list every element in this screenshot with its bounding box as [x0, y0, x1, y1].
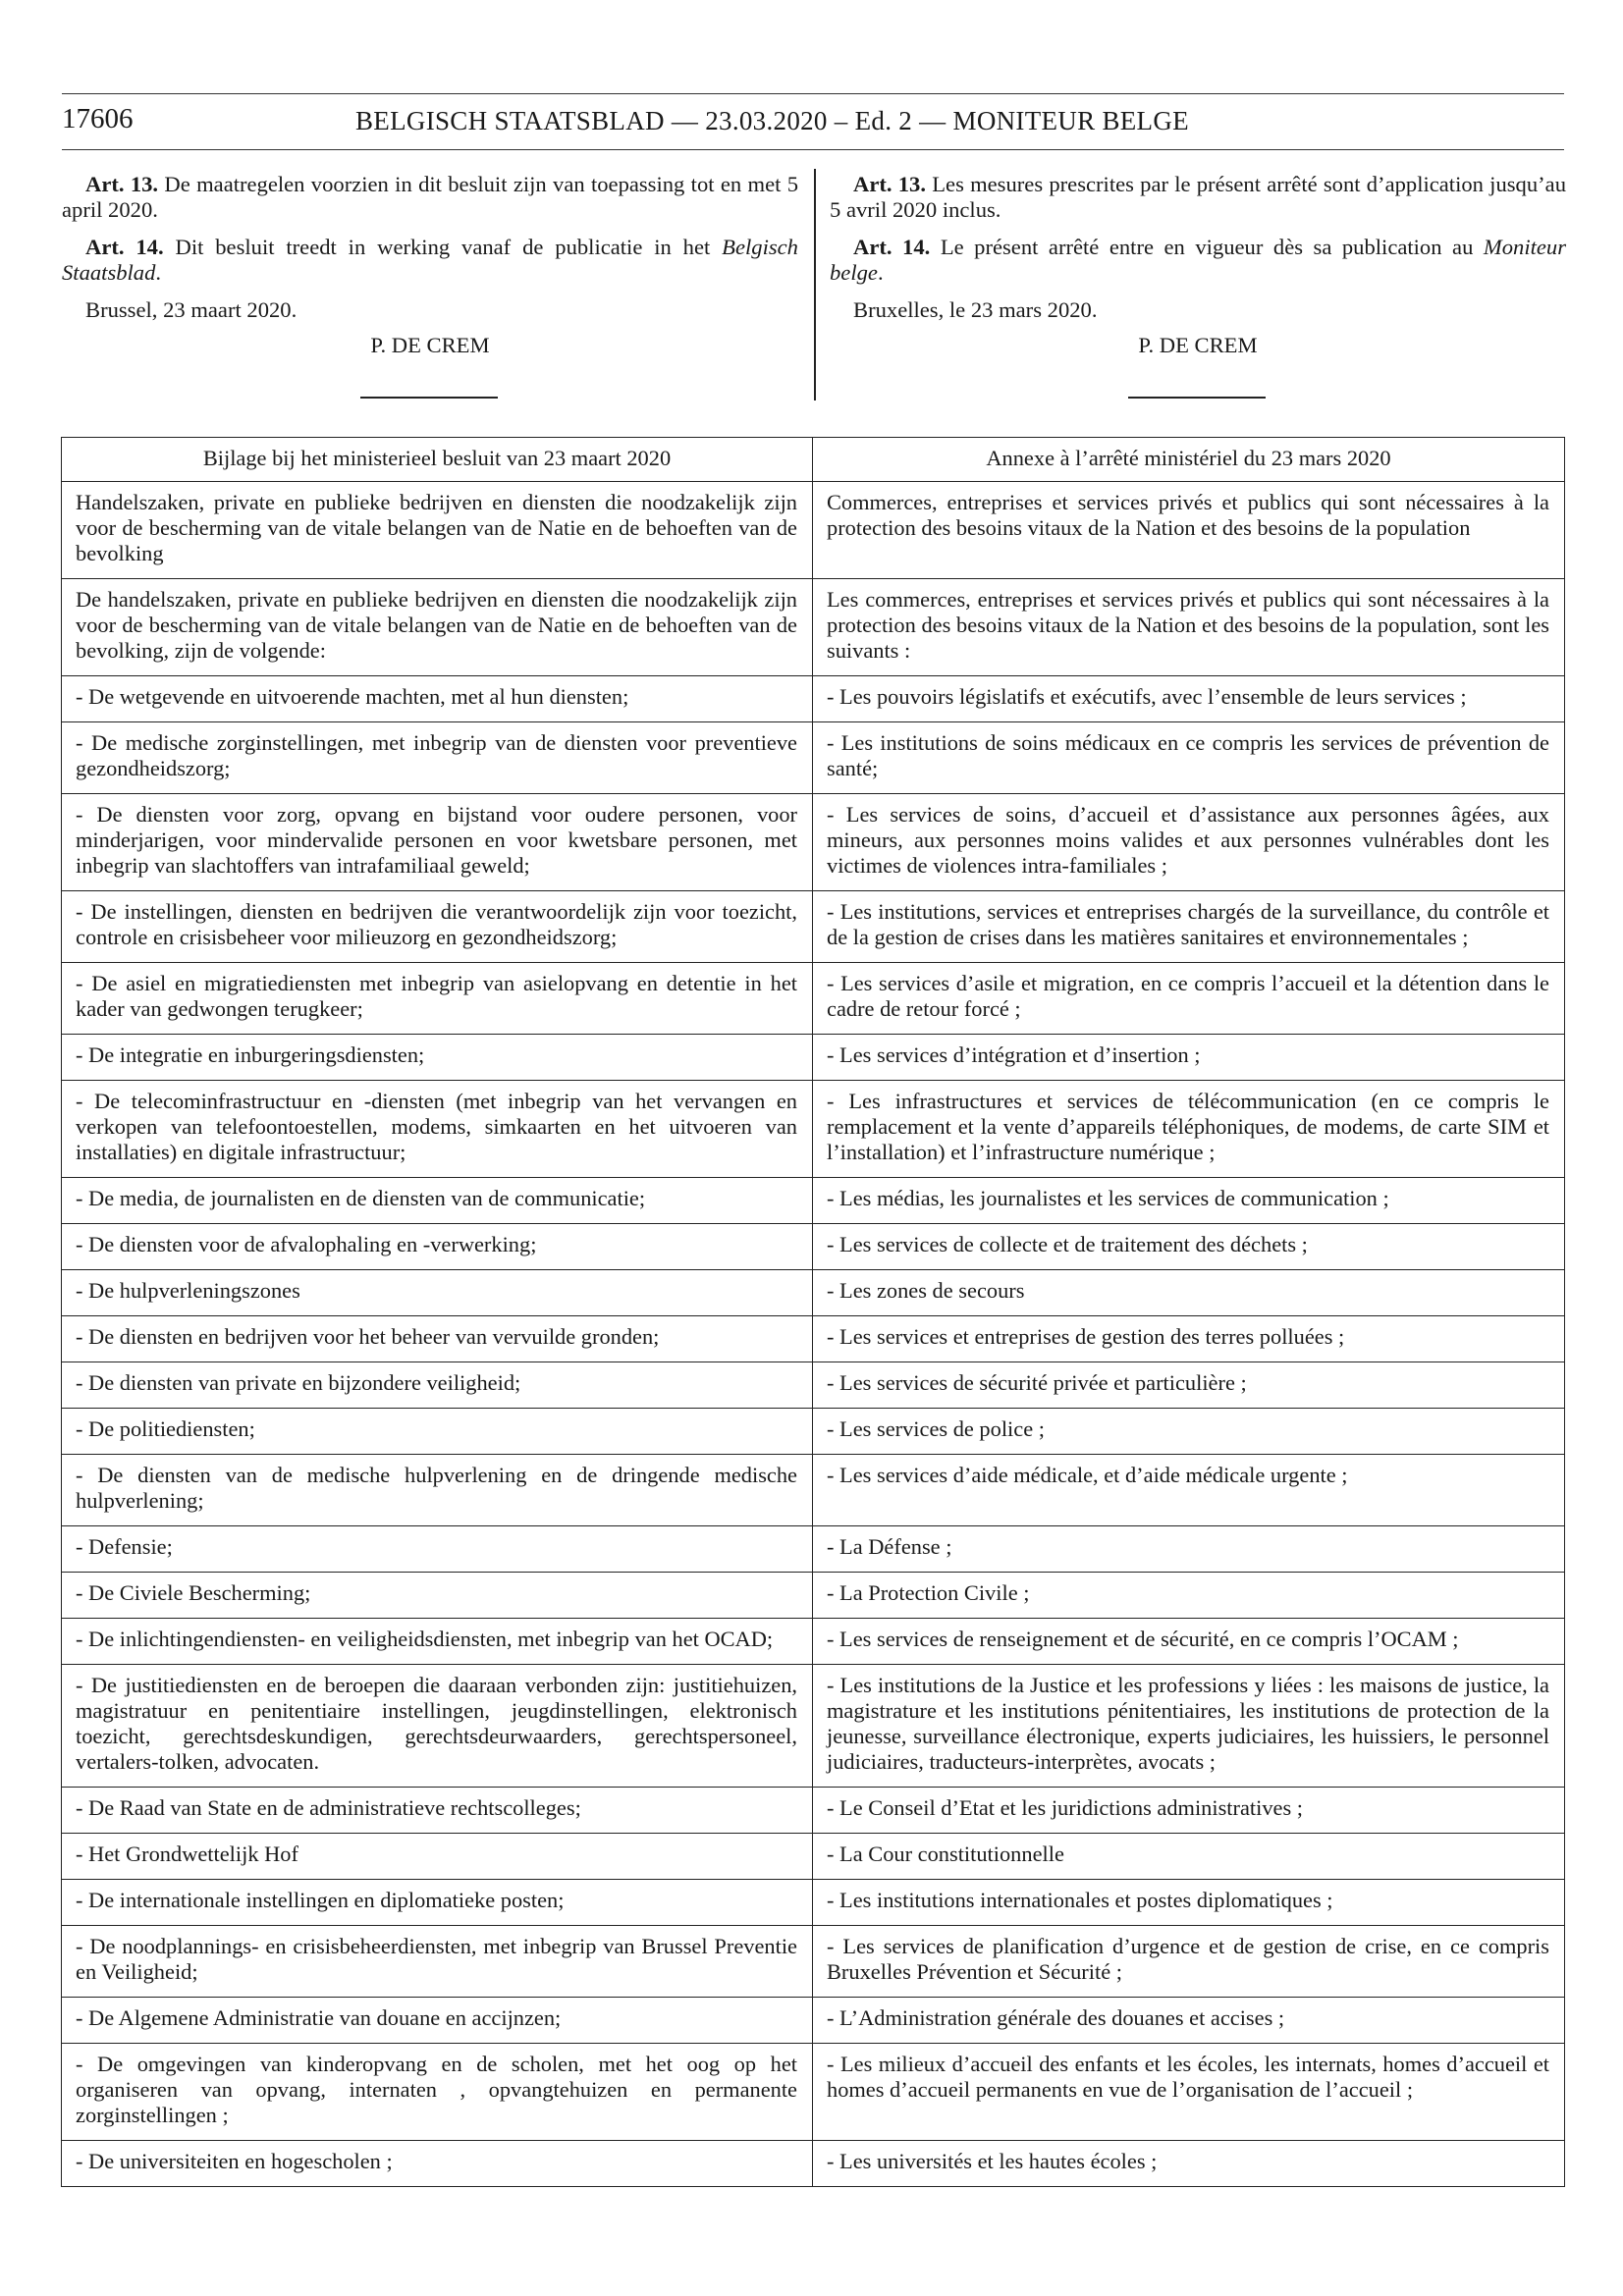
publication-title: Belgisch Staatsblad — [62, 235, 798, 285]
table-row — [62, 963, 1565, 1035]
annex-cell-nl: - De medische zorginstellingen, met inbegrip van de diensten voor preventieve gezondheidszorg; — [62, 722, 813, 794]
article-14-label: Art. 14. — [853, 235, 931, 259]
article-14-end: . — [155, 260, 162, 285]
annex-cell-fr: - La Protection Civile ; — [813, 1573, 1565, 1619]
article-13-text: De maatregelen voorzien in dit besluit zijn van toepassing tot en met 5 april 2020. — [62, 172, 798, 222]
annex-cell-fr: - Le Conseil d’Etat et les juridictions administratives ; — [813, 1788, 1565, 1834]
annex-cell-nl: - De integratie en inburgeringsdiensten; — [62, 1035, 813, 1081]
table-row — [62, 1178, 1565, 1224]
article-13-nl — [62, 172, 798, 223]
place-date-fr: Bruxelles, le 23 mars 2020. — [853, 297, 1098, 322]
table-row — [62, 1270, 1565, 1316]
annex-cell-nl: - De diensten voor zorg, opvang en bijstand voor oudere personen, voor minderjarigen, voor mindervalide personen en voor kwetsbare personen, met inbegrip van slachtoffers van intrafamiliaal geweld; — [62, 794, 813, 891]
annex-cell-fr: - Les services de police ; — [813, 1409, 1565, 1455]
column-divider — [814, 169, 816, 400]
article-14-nl — [62, 235, 798, 286]
table-row — [62, 1665, 1565, 1788]
article-14-end: . — [877, 260, 884, 285]
table-row — [62, 1409, 1565, 1455]
annex-cell-fr: - Les universités et les hautes écoles ; — [813, 2141, 1565, 2187]
running-title: BELGISCH STAATSBLAD — 23.03.2020 – Ed. 2 — MONITEUR BELGE — [355, 106, 1189, 135]
annex-cell-fr: Commerces, entreprises et services privés et publics qui sont nécessaires à la protection des besoins vitaux de la Nation et des besoins de la population — [813, 482, 1565, 579]
annex-cell-nl: - De Raad van State en de administratieve rechtscolleges; — [62, 1788, 813, 1834]
annex-cell-fr: - Les zones de secours — [813, 1270, 1565, 1316]
table-row — [62, 1880, 1565, 1926]
header-rule-top — [62, 93, 1564, 94]
annex-cell-nl: - De diensten en bedrijven voor het beheer van vervuilde gronden; — [62, 1316, 813, 1362]
article-14-text: Le présent arrêté entre en vigueur dès sa publication au — [940, 235, 1474, 259]
annex-cell-nl: - De diensten voor de afvalophaling en -verwerking; — [62, 1224, 813, 1270]
annex-cell-fr: - Les milieux d’accueil des enfants et les écoles, les internats, homes d’accueil et homes d’accueil permanents en vue de l’organisation de l’accueil ; — [813, 2044, 1565, 2141]
annex-cell-fr: Les commerces, entreprises et services privés et publics qui sont nécessaires à la protection des besoins vitaux de la Nation et des besoins de la population, sont les suivants : — [813, 579, 1565, 676]
article-13-label: Art. 13. — [853, 172, 926, 196]
annex-cell-fr: - Les services de planification d’urgence et de gestion de crise, en ce compris Bruxelles Prévention et Sécurité ; — [813, 1926, 1565, 1998]
annex-cell-nl: - De universiteiten en hogescholen ; — [62, 2141, 813, 2187]
signature-rule-nl — [360, 397, 498, 399]
annex-cell-nl: - De diensten van de medische hulpverlening en de dringende medische hulpverlening; — [62, 1455, 813, 1526]
table-row — [62, 722, 1565, 794]
place-date-nl: Brussel, 23 maart 2020. — [85, 297, 298, 322]
annex-header-nl: Bijlage bij het ministerieel besluit van 23 maart 2020 — [62, 438, 813, 482]
header-rule-bottom — [62, 149, 1564, 150]
annex-cell-nl: Handelszaken, private en publieke bedrijven en diensten die noodzakelijk zijn voor de bescherming van de vitale belangen van de Natie en de behoeften van de bevolking — [62, 482, 813, 579]
table-row — [62, 2044, 1565, 2141]
table-row — [62, 1224, 1565, 1270]
annex-cell-nl: - De omgevingen van kinderopvang en de scholen, met het oog op het organiseren van opvang, internaten , opvangtehuizen en permanente zorginstellingen ; — [62, 2044, 813, 2141]
table-row — [62, 1619, 1565, 1665]
annex-cell-fr: - Les services d’asile et migration, en ce compris l’accueil et la détention dans le cadre de retour forcé ; — [813, 963, 1565, 1035]
french-column — [830, 172, 1566, 358]
table-row — [62, 891, 1565, 963]
annex-cell-nl: - De asiel en migratiediensten met inbegrip van asielopvang en detentie in het kader van gedwongen terugkeer; — [62, 963, 813, 1035]
annex-cell-fr: - Les services d’aide médicale, et d’aide médicale urgente ; — [813, 1455, 1565, 1526]
annex-cell-nl: - De instellingen, diensten en bedrijven die verantwoordelijk zijn voor toezicht, controle en crisisbeheer voor milieuzorg en gezondheidszorg; — [62, 891, 813, 963]
table-row — [62, 676, 1565, 722]
signature-rule-fr — [1128, 397, 1266, 399]
annex-cell-nl: De handelszaken, private en publieke bedrijven en diensten die noodzakelijk zijn voor de bescherming van de vitale belangen van de Natie en de behoeften van de bevolking, zijn de volgende: — [62, 579, 813, 676]
table-row — [62, 579, 1565, 676]
annex-cell-nl: - De diensten van private en bijzondere veiligheid; — [62, 1362, 813, 1409]
annex-cell-fr: - Les services d’intégration et d’insertion ; — [813, 1035, 1565, 1081]
signatory-fr: P. DE CREM — [1138, 333, 1258, 357]
article-13-fr — [830, 172, 1566, 223]
annex-cell-nl: - De noodplannings- en crisisbeheerdiensten, met inbegrip van Brussel Preventie en Veiligheid; — [62, 1926, 813, 1998]
annex-cell-nl: - De telecominfrastructuur en -diensten (met inbegrip van het vervangen en verkopen van telefoontoestellen, modems, simkaarten en het uitvoeren van installaties) en digitale infrastructuur; — [62, 1081, 813, 1178]
annex-cell-fr: - L’Administration générale des douanes et accises ; — [813, 1998, 1565, 2044]
annex-cell-fr: - Les services de collecte et de traitement des déchets ; — [813, 1224, 1565, 1270]
annex-cell-nl: - Het Grondwettelijk Hof — [62, 1834, 813, 1880]
annex-cell-nl: - De inlichtingendiensten- en veiligheidsdiensten, met inbegrip van het OCAD; — [62, 1619, 813, 1665]
annex-cell-fr: - Les institutions internationales et postes diplomatiques ; — [813, 1880, 1565, 1926]
table-row — [62, 1316, 1565, 1362]
annex-cell-fr: - Les services de renseignement et de sécurité, en ce compris l’OCAM ; — [813, 1619, 1565, 1665]
annex-cell-nl: - De Algemene Administratie van douane en accijnzen; — [62, 1998, 813, 2044]
annex-cell-nl: - De Civiele Bescherming; — [62, 1573, 813, 1619]
annex-cell-nl: - De politiediensten; — [62, 1409, 813, 1455]
annex-cell-fr: - Les médias, les journalistes et les services de communication ; — [813, 1178, 1565, 1224]
annex-header-row — [62, 438, 1565, 482]
article-14-text: Dit besluit treedt in werking vanaf de publicatie in het — [175, 235, 711, 259]
annex-cell-nl: - De hulpverleningszones — [62, 1270, 813, 1316]
table-row — [62, 1834, 1565, 1880]
table-row — [62, 482, 1565, 579]
signatory-nl: P. DE CREM — [370, 333, 490, 357]
annex-cell-nl: - De justitiediensten en de beroepen die daaraan verbonden zijn: justitiehuizen, magistratuur en penitentiaire instellingen, jeugdinstellingen, elektronisch toezicht, gerechtsdeskundigen, gerechtsdeurwaarders, gerechtspersoneel, vertalers-tolken, advocaten. — [62, 1665, 813, 1788]
table-row — [62, 1998, 1565, 2044]
annex-cell-nl: - De wetgevende en uitvoerende machten, met al hun diensten; — [62, 676, 813, 722]
annex-cell-fr: - Les services de sécurité privée et particulière ; — [813, 1362, 1565, 1409]
table-row — [62, 1035, 1565, 1081]
annex-header-fr: Annexe à l’arrêté ministériel du 23 mars 2020 — [813, 438, 1565, 482]
table-row — [62, 1526, 1565, 1573]
annex-table — [61, 437, 1565, 2187]
annex-cell-nl: - Defensie; — [62, 1526, 813, 1573]
table-row — [62, 1081, 1565, 1178]
article-13-text: Les mesures prescrites par le présent arrêté sont d’application jusqu’au 5 avril 2020 inclus. — [830, 172, 1566, 222]
dutch-column — [62, 172, 798, 358]
page-number: 17606 — [62, 103, 134, 134]
annex-cell-fr: - Les services de soins, d’accueil et d’assistance aux personnes âgées, aux mineurs, aux personnes moins valides et aux personnes vulnérables dont les victimes de violences intra-familiales ; — [813, 794, 1565, 891]
annex-cell-fr: - Les services et entreprises de gestion des terres polluées ; — [813, 1316, 1565, 1362]
annex-cell-fr: - Les institutions de soins médicaux en ce compris les services de prévention de santé; — [813, 722, 1565, 794]
table-row — [62, 1573, 1565, 1619]
annex-body — [62, 482, 1565, 2187]
publication-title: Moniteur belge — [830, 235, 1566, 285]
table-row — [62, 1926, 1565, 1998]
annex-cell-fr: - Les infrastructures et services de télécommunication (en ce compris le remplacement et la vente d’appareils téléphoniques, de modems, de carte SIM et l’installation) et l’infrastructure numérique ; — [813, 1081, 1565, 1178]
table-row — [62, 2141, 1565, 2187]
annex-cell-nl: - De media, de journalisten en de diensten van de communicatie; — [62, 1178, 813, 1224]
annex-cell-nl: - De internationale instellingen en diplomatieke posten; — [62, 1880, 813, 1926]
article-14-label: Art. 14. — [85, 235, 164, 259]
annex-cell-fr: - Les institutions, services et entreprises chargés de la surveillance, du contrôle et de la gestion de crises dans les matières sanitaires et environnementales ; — [813, 891, 1565, 963]
annex-cell-fr: - La Cour constitutionnelle — [813, 1834, 1565, 1880]
table-row — [62, 1788, 1565, 1834]
table-row — [62, 794, 1565, 891]
table-row — [62, 1362, 1565, 1409]
table-row — [62, 1455, 1565, 1526]
annex-cell-fr: - Les pouvoirs législatifs et exécutifs, avec l’ensemble de leurs services ; — [813, 676, 1565, 722]
annex-cell-fr: - Les institutions de la Justice et les professions y liées : les maisons de justice, la magistrature et les institutions pénitentiaires, les institutions de protection de la jeunesse, surveillance électronique, experts judiciaires, les huissiers, le personnel judiciaires, traducteurs-interprètes, avocats ; — [813, 1665, 1565, 1788]
article-13-label: Art. 13. — [85, 172, 159, 196]
annex-cell-fr: - La Défense ; — [813, 1526, 1565, 1573]
article-14-fr — [830, 235, 1566, 286]
